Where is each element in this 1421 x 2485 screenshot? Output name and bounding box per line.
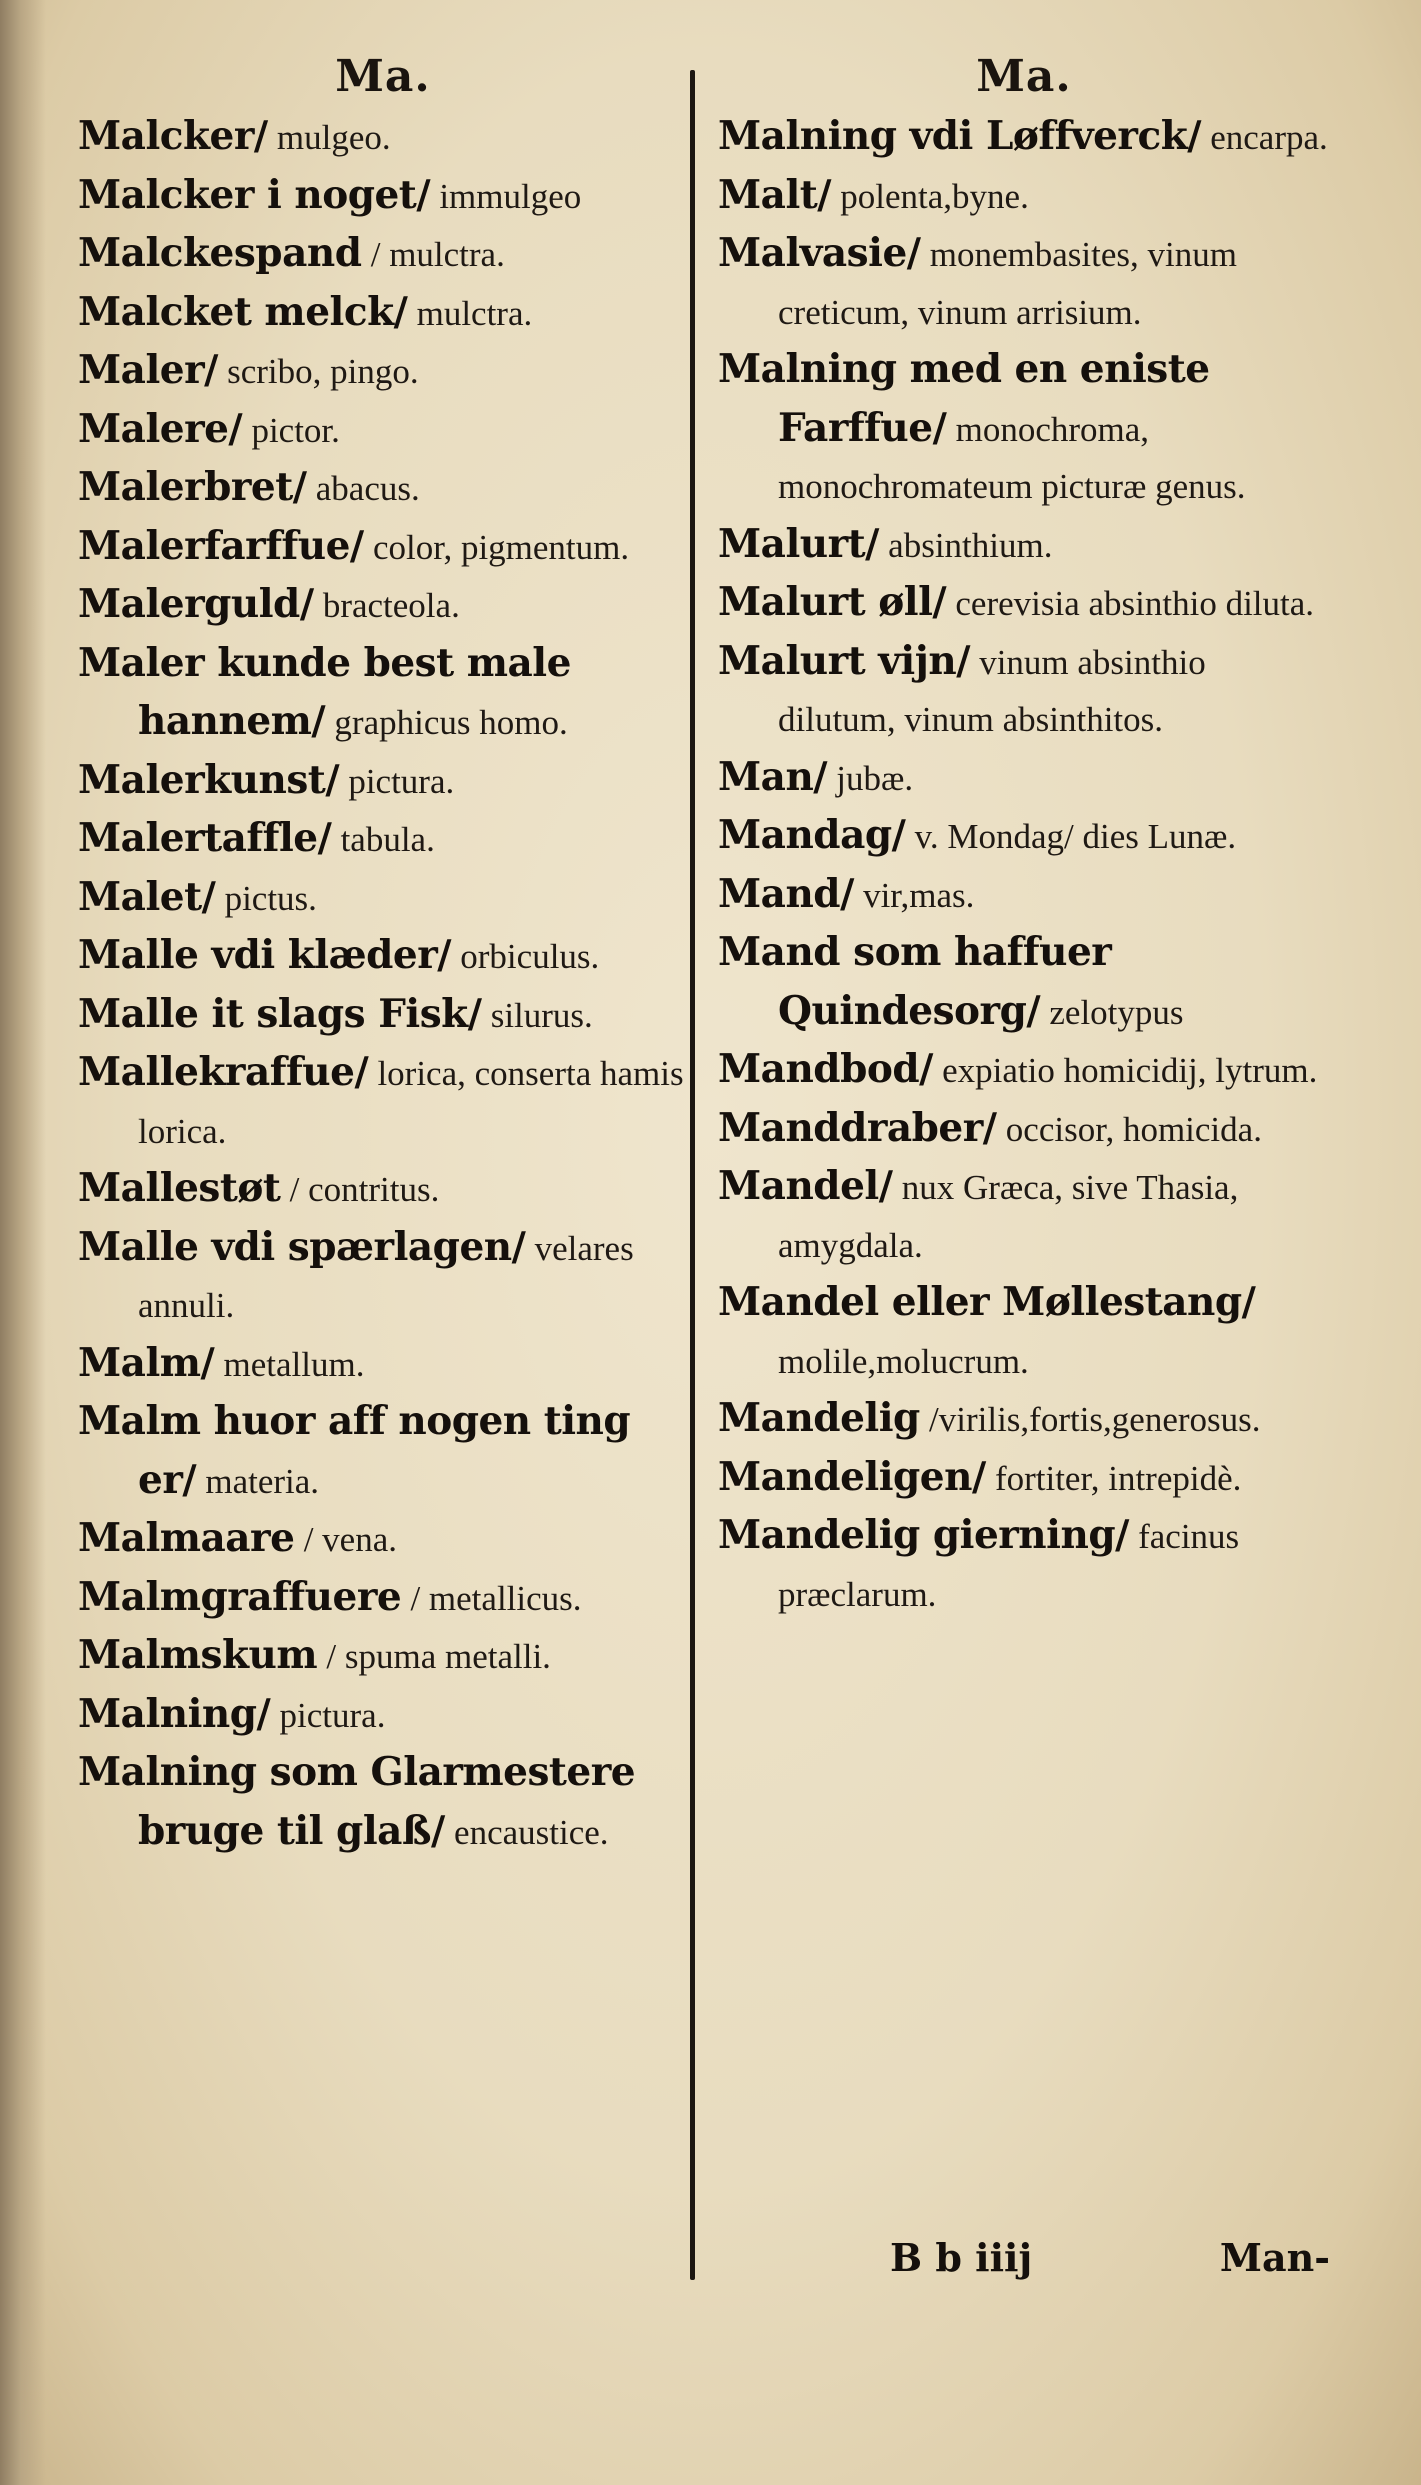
entry-headword: Malmskum xyxy=(78,1632,318,1678)
dictionary-entry xyxy=(78,518,688,577)
entry-latin-gloss: pictor. xyxy=(251,410,340,450)
dictionary-entry xyxy=(78,635,688,752)
entry-latin-gloss: v. Mondag/ dies Lunæ. xyxy=(914,817,1237,856)
dictionary-entry xyxy=(78,1044,688,1160)
entry-headword: Malmaare xyxy=(78,1515,295,1561)
entry-latin-gloss: abacus. xyxy=(315,469,420,508)
left-column-header: Ma. xyxy=(335,51,431,102)
entry-latin-gloss: polenta,byne. xyxy=(840,176,1029,216)
dictionary-entry xyxy=(718,749,1330,808)
entry-headword: Malle it slags Fisk/ xyxy=(78,990,482,1037)
dictionary-entry xyxy=(718,866,1330,925)
entry-headword: Maler/ xyxy=(78,347,218,393)
entry-headword: Malmgraffuere xyxy=(78,1573,402,1620)
entry-headword: Malning vdi Løffverck/ xyxy=(718,113,1201,159)
entry-headword: Mandel eller Møllestang/ xyxy=(718,1279,1256,1325)
entry-headword: Malurt/ xyxy=(718,520,879,567)
dictionary-entry xyxy=(718,225,1330,341)
entry-headword: Malning/ xyxy=(78,1690,271,1737)
entry-latin-gloss: vir,mas. xyxy=(863,875,975,915)
entry-latin-gloss: zelotypus xyxy=(1049,992,1184,1032)
entry-headword: Malcker/ xyxy=(78,113,268,159)
entry-latin-gloss: mulctra. xyxy=(416,293,533,333)
entry-latin-gloss: / mulctra. xyxy=(370,235,505,274)
entry-headword: Malurt øll/ xyxy=(718,579,947,625)
entry-headword: Malerguld/ xyxy=(78,581,314,627)
entry-headword: Malvasie/ xyxy=(718,230,921,276)
dictionary-entry xyxy=(78,1510,688,1569)
entry-headword: Malckespand xyxy=(78,230,362,276)
right-column-header: Ma. xyxy=(976,51,1072,102)
entry-latin-gloss: / metallicus. xyxy=(410,1578,582,1618)
entry-latin-gloss: monembasites, vinum creticum, vinum arrisium. xyxy=(778,235,1237,332)
entry-latin-gloss: jubæ. xyxy=(836,758,914,798)
dictionary-entry xyxy=(718,1507,1330,1623)
dictionary-entry xyxy=(78,1219,688,1335)
entry-latin-gloss: silurus. xyxy=(490,995,593,1035)
dictionary-entry xyxy=(718,1100,1330,1159)
entry-latin-gloss: pictus. xyxy=(224,878,317,918)
entry-headword: Malle vdi spærlagen/ xyxy=(78,1223,526,1270)
dictionary-entry xyxy=(718,1390,1330,1449)
entry-latin-gloss: pictura. xyxy=(279,1695,386,1735)
dictionary-entry xyxy=(718,807,1330,866)
dictionary-entry xyxy=(718,924,1330,1041)
dictionary-entry xyxy=(718,1041,1330,1100)
dictionary-entry xyxy=(718,633,1330,749)
right-column xyxy=(718,46,1330,2286)
entry-headword: Malm huor aff nogen ting er/ xyxy=(78,1398,631,1503)
entry-headword: Malerkunst/ xyxy=(78,756,340,803)
entry-headword: Malurt vijn/ xyxy=(718,637,970,684)
entry-headword: Malertaffle/ xyxy=(78,815,332,861)
dictionary-entry xyxy=(718,516,1330,575)
entry-latin-gloss: encarpa. xyxy=(1210,118,1328,157)
entry-latin-gloss: facinus præclarum. xyxy=(778,1517,1240,1614)
entry-latin-gloss: / vena. xyxy=(303,1520,397,1559)
entry-latin-gloss: pictura. xyxy=(348,761,455,801)
entry-latin-gloss: tabula. xyxy=(340,820,435,859)
dictionary-entry xyxy=(78,1335,688,1394)
entry-headword: Mandeligen/ xyxy=(718,1453,986,1500)
entry-headword: Malning som Glarmestere bruge til glaß/ xyxy=(78,1749,636,1854)
spine-shadow xyxy=(0,0,46,2485)
left-column xyxy=(78,46,688,2286)
dictionary-entry xyxy=(78,401,688,460)
entry-latin-gloss: vinum absinthio dilutum, vinum absinthitos. xyxy=(778,642,1206,739)
entry-latin-gloss: lorica, conserta hamis lorica. xyxy=(138,1054,684,1151)
dictionary-entry xyxy=(718,108,1330,167)
dictionary-entry xyxy=(718,1449,1330,1508)
dictionary-entry xyxy=(718,1274,1330,1390)
entry-latin-gloss: absinthium. xyxy=(888,525,1053,565)
left-entries xyxy=(78,108,688,1861)
entry-latin-gloss: graphicus homo. xyxy=(334,703,568,742)
entry-headword: Malm/ xyxy=(78,1339,215,1386)
entry-headword: Mandel/ xyxy=(718,1163,893,1209)
entry-latin-gloss: nux Græca, sive Thasia, amygdala. xyxy=(778,1168,1239,1265)
entry-latin-gloss: orbiculus. xyxy=(460,937,600,976)
entry-headword: Malet/ xyxy=(78,873,216,920)
entry-latin-gloss: velares annuli. xyxy=(138,1228,634,1325)
dictionary-entry xyxy=(78,1686,688,1745)
dictionary-entry xyxy=(78,1627,688,1686)
dictionary-entry xyxy=(78,342,688,401)
dictionary-entry xyxy=(78,108,688,167)
entry-headword: Manddraber/ xyxy=(718,1104,997,1151)
entry-latin-gloss: /virilis,fortis,generosus. xyxy=(929,1400,1261,1439)
dictionary-entry xyxy=(78,869,688,928)
dictionary-entry xyxy=(78,1393,688,1510)
dictionary-entry xyxy=(78,167,688,226)
dictionary-entry xyxy=(78,225,688,284)
dictionary-entry xyxy=(718,167,1330,226)
dictionary-entry xyxy=(78,1160,688,1219)
dictionary-entry xyxy=(78,284,688,343)
right-entries xyxy=(718,108,1330,1623)
entry-latin-gloss: scribo, pingo. xyxy=(227,352,419,391)
dictionary-entry xyxy=(78,459,688,518)
entry-headword: Mand som haffuer Quindesorg/ xyxy=(718,929,1112,1034)
dictionary-entry xyxy=(718,1158,1330,1274)
dictionary-entry xyxy=(78,927,688,986)
dictionary-entry xyxy=(78,986,688,1045)
entry-latin-gloss: materia. xyxy=(205,1461,320,1501)
page-footer xyxy=(890,2235,1330,2280)
entry-headword: Mandelig xyxy=(718,1395,920,1441)
entry-headword: Man/ xyxy=(718,753,828,800)
column-divider xyxy=(690,70,695,2280)
entry-latin-gloss: color, pigmentum. xyxy=(372,527,630,567)
entry-latin-gloss: cerevisia absinthio diluta. xyxy=(955,584,1315,623)
entry-headword: Mandelig gierning/ xyxy=(718,1512,1129,1558)
entry-latin-gloss: molile,molucrum. xyxy=(778,1341,1029,1381)
entry-latin-gloss: metallum. xyxy=(223,1344,365,1384)
entry-latin-gloss: immulgeo xyxy=(439,176,582,216)
catchword: Man- xyxy=(1219,2235,1330,2280)
entry-latin-gloss: expiatio homicidij, lytrum. xyxy=(942,1051,1318,1090)
dictionary-entry xyxy=(718,574,1330,633)
entry-latin-gloss: / contritus. xyxy=(289,1170,440,1209)
entry-headword: Maler kunde best male hannem/ xyxy=(78,639,571,744)
entry-latin-gloss: mulgeo. xyxy=(276,118,391,157)
entry-headword: Malning med en eniste Farffue/ xyxy=(718,346,1210,451)
entry-headword: Malere/ xyxy=(78,405,243,452)
entry-headword: Mallestøt xyxy=(78,1165,281,1211)
entry-headword: Malcker i noget/ xyxy=(78,171,431,218)
entry-headword: Mandag/ xyxy=(718,812,906,858)
entry-headword: Malle vdi klæder/ xyxy=(78,932,452,978)
dictionary-entry xyxy=(78,810,688,869)
dictionary-entry xyxy=(78,1744,688,1861)
dictionary-entry xyxy=(78,576,688,635)
entry-latin-gloss: occisor, homicida. xyxy=(1005,1109,1262,1149)
entry-latin-gloss: fortiter, intrepidè. xyxy=(994,1458,1242,1498)
entry-headword: Mallekraffue/ xyxy=(78,1049,369,1095)
entry-headword: Mand/ xyxy=(718,870,854,917)
dictionary-entry xyxy=(718,341,1330,516)
entry-latin-gloss: encaustice. xyxy=(454,1812,609,1852)
entry-headword: Malerfarffue/ xyxy=(78,522,364,569)
signature-mark: B b iiij xyxy=(890,2235,1033,2280)
entry-headword: Malcket melck/ xyxy=(78,288,408,335)
entry-latin-gloss: / spuma metalli. xyxy=(326,1637,551,1676)
entry-latin-gloss: bracteola. xyxy=(322,586,460,625)
entry-latin-gloss: monochroma, monochromateum picturæ genus. xyxy=(778,409,1246,506)
entry-headword: Malt/ xyxy=(718,171,832,218)
dictionary-entry xyxy=(78,1569,688,1628)
dictionary-entry xyxy=(78,752,688,811)
entry-headword: Mandbod/ xyxy=(718,1046,933,1092)
entry-headword: Malerbret/ xyxy=(78,464,307,510)
